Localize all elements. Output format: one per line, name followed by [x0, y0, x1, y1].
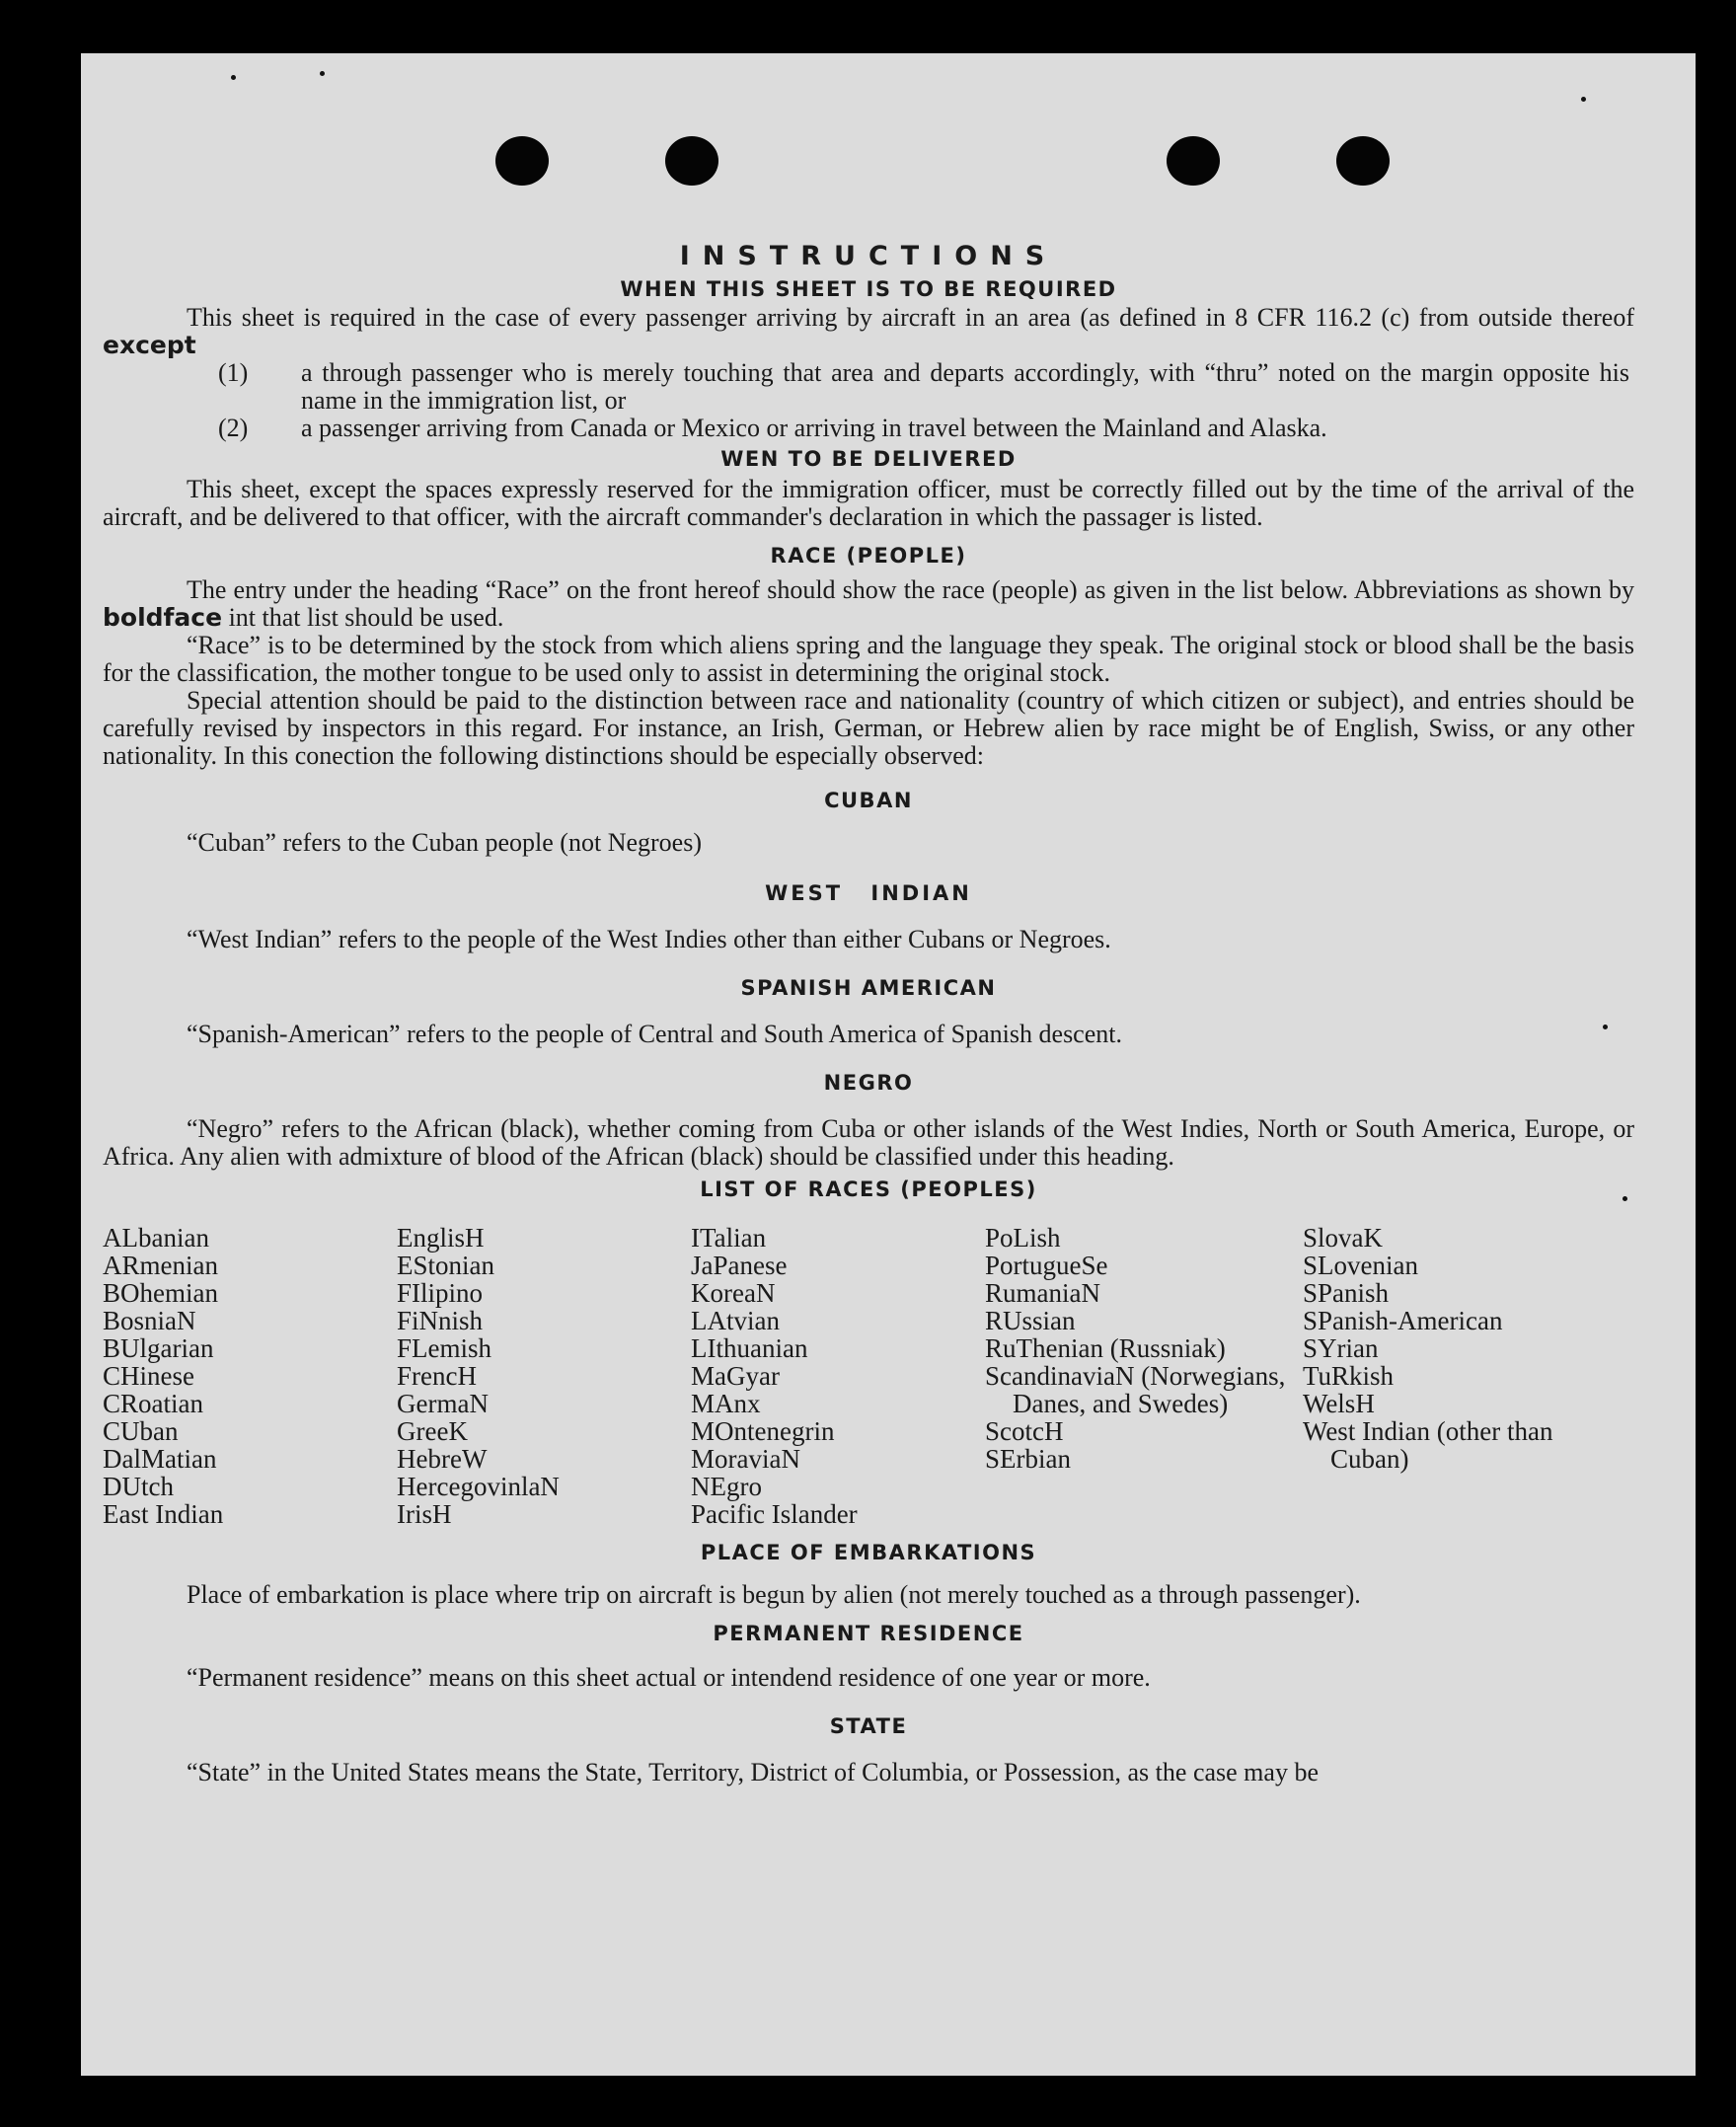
race-entry: KoreaN: [691, 1278, 776, 1308]
paragraph: [103, 304, 1634, 359]
race-entry: LAtvian: [691, 1306, 780, 1335]
punch-hole: [1336, 136, 1390, 186]
race-entry: MoraviaN: [691, 1444, 800, 1474]
race-entry: FLemish: [397, 1333, 492, 1363]
race-entry: SLovenian: [1303, 1251, 1418, 1280]
race-column: [103, 1224, 397, 1528]
race-entry: ScandinaviaN (Norwegians, Danes, and Swedes): [985, 1361, 1286, 1418]
race-entry: ITalian: [691, 1223, 767, 1253]
race-entry: FrencH: [397, 1361, 477, 1391]
paragraph-text: The entry under the heading “Race” on the front hereof should show the race (people) as given in the list below. Abbreviations as shown by: [187, 575, 1634, 604]
item-number: (2): [218, 414, 249, 442]
race-entry: GermaN: [397, 1389, 489, 1418]
race-entry: MAnx: [691, 1389, 761, 1418]
race-entry: MaGyar: [691, 1361, 780, 1391]
punch-hole: [665, 136, 718, 186]
section-heading: CUBAN: [824, 789, 913, 812]
section-heading: STATE: [829, 1714, 908, 1738]
race-entry: SPanish: [1303, 1278, 1390, 1308]
section-heading: WEN TO BE DELIVERED: [720, 447, 1017, 471]
document-sheet: [81, 53, 1696, 2076]
race-entry: DUtch: [103, 1472, 174, 1501]
race-entry: East Indian: [103, 1499, 224, 1529]
race-entry: HebreW: [397, 1444, 488, 1474]
race-entry: RuThenian (Russniak): [985, 1333, 1226, 1363]
race-entry: LIthuanian: [691, 1333, 808, 1363]
section-heading: WEST INDIAN: [765, 881, 972, 905]
item-text: a through passenger who is merely touching that area and departs accordingly, with “thru” noted on the margin opposite his name in the immigration list, or: [301, 358, 1629, 415]
section-heading: LIST OF RACES (PEOPLES): [700, 1177, 1037, 1201]
paragraph-text: This sheet is required in the case of every passenger arriving by aircraft in an area (as defined in 8 CFR 116.2 (c) from outside thereof: [187, 303, 1634, 332]
bold-text: boldface: [103, 603, 223, 632]
paragraph: This sheet, except the spaces expressly reserved for the immigration officer, must be correctly filled out by the time of the arrival of the aircraft, and be delivered to that officer, with the aircraft commander's declaration in which the passager is listed.: [103, 475, 1634, 531]
race-entry: CRoatian: [103, 1389, 203, 1418]
section-heading: SPANISH AMERICAN: [740, 976, 997, 1000]
race-entry: SlovaK: [1303, 1223, 1383, 1253]
race-entry: EnglisH: [397, 1223, 485, 1253]
race-entry: PoLish: [985, 1223, 1061, 1253]
race-entry: JaPanese: [691, 1251, 788, 1280]
race-entry: FIlipino: [397, 1278, 484, 1308]
race-entry: MOntenegrin: [691, 1416, 835, 1446]
race-entry: CUban: [103, 1416, 179, 1446]
race-entry: RumaniaN: [985, 1278, 1100, 1308]
race-entry: BOhemian: [103, 1278, 218, 1308]
paragraph: “Spanish-American” refers to the people of Central and South America of Spanish descent.: [187, 1020, 1122, 1048]
paragraph: Special attention should be paid to the distinction between race and nationality (country of which citizen or subject), and entries should be carefully revised by inspectors in this regard. For instance, an Irish, German, or Hebrew alien by race might be of English, Swiss, or any other nationality. In this conection the following distinctions should be especially observed:: [103, 686, 1634, 770]
punch-hole: [495, 136, 549, 186]
race-entry: ARmenian: [103, 1251, 218, 1280]
item-number: (1): [218, 358, 249, 387]
race-entry: CHinese: [103, 1361, 194, 1391]
section-heading: NEGRO: [823, 1071, 914, 1095]
instructions-content: [103, 184, 1634, 1786]
list-item: [103, 415, 1634, 442]
section-heading: WHEN THIS SHEET IS TO BE REQUIRED: [620, 277, 1117, 301]
paragraph: “State” in the United States means the State, Territory, District of Columbia, or Possession, as the case may be: [187, 1758, 1319, 1786]
race-entry: EStonian: [397, 1251, 494, 1280]
race-entry: GreeK: [397, 1416, 468, 1446]
race-entry: NEgro: [691, 1472, 762, 1501]
race-entry: ALbanian: [103, 1223, 209, 1253]
paragraph: “Negro” refers to the African (black), whether coming from Cuba or other islands of the West Indies, North or South America, Europe, or Africa. Any alien with admixture of blood of the African (black) should be classified under this heading.: [103, 1114, 1634, 1171]
race-entry: TuRkish: [1303, 1361, 1395, 1391]
race-entry: SPanish-American: [1303, 1306, 1503, 1335]
punch-hole: [1167, 136, 1220, 186]
race-entry: SYrian: [1303, 1333, 1379, 1363]
list-item: [103, 359, 1634, 415]
race-column: [985, 1224, 1303, 1528]
race-entry: BosniaN: [103, 1306, 196, 1335]
race-entry: West Indian (other than Cuban): [1303, 1416, 1553, 1474]
paragraph: “West Indian” refers to the people of the West Indies other than either Cubans or Negroes.: [187, 925, 1111, 953]
race-column: [691, 1224, 985, 1528]
speck: [320, 71, 325, 76]
paragraph: “Permanent residence” means on this sheet actual or intendend residence of one year or more.: [187, 1663, 1151, 1692]
race-column: [397, 1224, 691, 1528]
section-heading: PERMANENT RESIDENCE: [713, 1622, 1024, 1645]
race-entry: IrisH: [397, 1499, 452, 1529]
race-entry: Pacific Islander: [691, 1499, 858, 1529]
page-title: INSTRUCTIONS: [679, 241, 1058, 271]
item-text: a passenger arriving from Canada or Mexico or arriving in travel between the Mainland and Alaska.: [301, 414, 1327, 442]
race-entry: PortugueSe: [985, 1251, 1108, 1280]
bold-text: except: [103, 331, 196, 359]
race-entry: WelsH: [1303, 1389, 1375, 1418]
race-entry: RUssian: [985, 1306, 1076, 1335]
race-entry: HercegovinlaN: [397, 1472, 560, 1501]
paragraph-text: int that list should be used.: [228, 603, 504, 632]
speck: [231, 75, 236, 80]
race-entry: FiNnish: [397, 1306, 484, 1335]
race-entry: DalMatian: [103, 1444, 217, 1474]
race-column: [1303, 1224, 1599, 1528]
speck: [1581, 97, 1586, 102]
paragraph: [103, 576, 1634, 632]
race-list: [103, 1224, 1634, 1528]
section-heading: RACE (PEOPLE): [770, 544, 967, 568]
paragraph: “Cuban” refers to the Cuban people (not Negroes): [187, 828, 702, 857]
paragraph: “Race” is to be determined by the stock from which aliens spring and the language they speak. The original stock or blood shall be the basis for the classification, the mother tongue to be used only to assist in determining the original stock.: [103, 631, 1634, 687]
paragraph: Place of embarkation is place where trip on aircraft is begun by alien (not merely touched as a through passenger).: [187, 1580, 1361, 1609]
race-entry: BUlgarian: [103, 1333, 214, 1363]
race-entry: SErbian: [985, 1444, 1071, 1474]
section-heading: PLACE OF EMBARKATIONS: [700, 1541, 1037, 1564]
race-entry: ScotcH: [985, 1416, 1064, 1446]
